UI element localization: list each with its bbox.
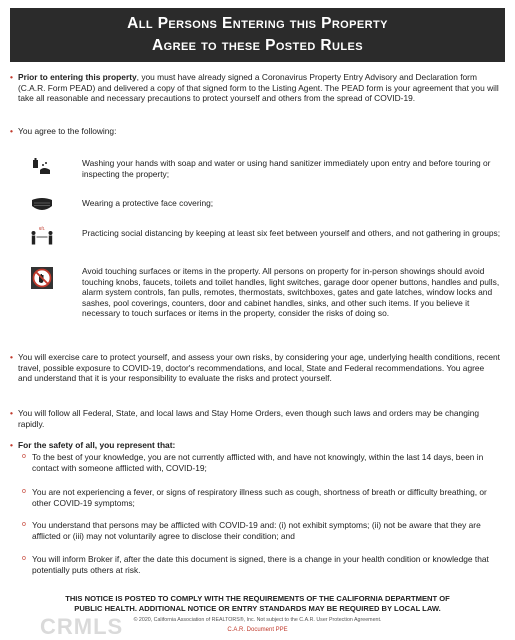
- bullet-icon: •: [10, 440, 13, 450]
- footer-line-1: THIS NOTICE IS POSTED TO COMPLY WITH THE REQUIREMENTS OF THE CALIFORNIA DEPARTMENT OF: [65, 594, 450, 603]
- intro-bold: Prior to entering this property: [18, 72, 137, 82]
- represent-item: o You are not experiencing a fever, or signs of respiratory illness such as cough, shortness of breath or difficulty breathing, or other COVID-19 symptoms;: [22, 487, 487, 508]
- agree-heading: • You agree to the following:: [10, 126, 117, 136]
- notice-header: [10, 8, 505, 62]
- represent-item: o You will inform Broker if, after the date this document is signed, there is a change in your health condition or knowledge that potentially puts others at risk.: [22, 554, 489, 575]
- rule-text: Avoid touching surfaces or items in the property. All persons on property for in-person showings should avoid touching knobs, faucets, toilets and toilet handles, light switches, garage door opener buttons, handles and pulls, alarm system controls, fan pulls, remotes, thermostats, switchboxes, gates and gate latches, window locks and sashes, pool coverings, counters, door and cabinet handles, sinks, and other such items. If you believe it necessary to touch surfaces or items in the property, consider the risks of doing so.: [82, 266, 500, 319]
- rule-text: Practicing social distancing by keeping at least six feet between yourself and others, and not gathering in groups;: [82, 228, 501, 238]
- header-line-1: All Persons Entering this Property: [127, 15, 388, 32]
- circle-bullet-icon: o: [22, 521, 26, 528]
- intro-text: , you must have already signed a Coronavirus Property Entry Advisory and Declaration form (C.A.R. Form PEAD) and delivered a copy of that signed form to the Listing Agent. The PEAD form is your agreement that you will take all reasonable and necessary precautions to protect yourself and others from the spread of COVID-19.: [18, 72, 499, 104]
- circle-bullet-icon: o: [22, 488, 26, 495]
- face-mask-icon: [30, 192, 54, 216]
- compliance-footer: [20, 594, 495, 614]
- circle-bullet-icon: o: [22, 453, 26, 460]
- hand-washing-icon: [30, 156, 54, 180]
- exercise-care-paragraph: • You will exercise care to protect yourself, and assess your own risks, by considering your age, underlying health conditions, recent travel, possible exposure to COVID-19, doctor's recommendations, and local, State and Federal recommendations. You agree and understand that it is your responsibility to evaluate the risks and protect yourself.: [10, 352, 500, 384]
- rule-text: Wearing a protective face covering;: [82, 198, 214, 208]
- bullet-icon: •: [10, 352, 13, 362]
- follow-laws-paragraph: • You will follow all Federal, State, and local laws and Stay Home Orders, even though such laws and orders may be changing rapidly.: [10, 408, 480, 429]
- bullet-icon: •: [10, 126, 13, 136]
- header-line-2: Agree to these Posted Rules: [152, 37, 363, 54]
- no-touch-icon: [30, 266, 54, 290]
- represent-heading: • For the safety of all, you represent that:: [10, 440, 176, 450]
- represent-item: o To the best of your knowledge, you are not currently afflicted with, and have not knowingly, within the last 14 days, been in contact with someone afflicted with, COVID-19;: [22, 452, 484, 473]
- intro-paragraph: [10, 72, 500, 104]
- bullet-icon: •: [10, 72, 13, 82]
- footer-line-2: PUBLIC HEALTH. ADDITIONAL NOTICE OR ENTRY STANDARDS MAY BE REQUIRED BY LOCAL LAW.: [74, 604, 441, 613]
- represent-item: o You understand that persons may be afflicted with COVID-19 and: (i) not exhibit symptoms; (ii) not be aware that they are afflicted or (iii) may not voluntarily agree to disclose their condition; and: [22, 520, 481, 541]
- copyright-text: © 2020, California Association of REALTORS®, Inc. Not subject to the C.A.R. User Protection Agreement.: [133, 617, 382, 623]
- watermark: CRMLS: [40, 614, 124, 639]
- social-distance-icon: [30, 224, 54, 248]
- rule-text: Washing your hands with soap and water or using hand sanitizer immediately upon entry and before touring or inspecting the property;: [82, 158, 491, 179]
- circle-bullet-icon: o: [22, 555, 26, 562]
- document-id: C.A.R. Document PPE: [227, 627, 288, 633]
- bullet-icon: •: [10, 408, 13, 418]
- six-feet-label: 6ft.: [38, 226, 46, 231]
